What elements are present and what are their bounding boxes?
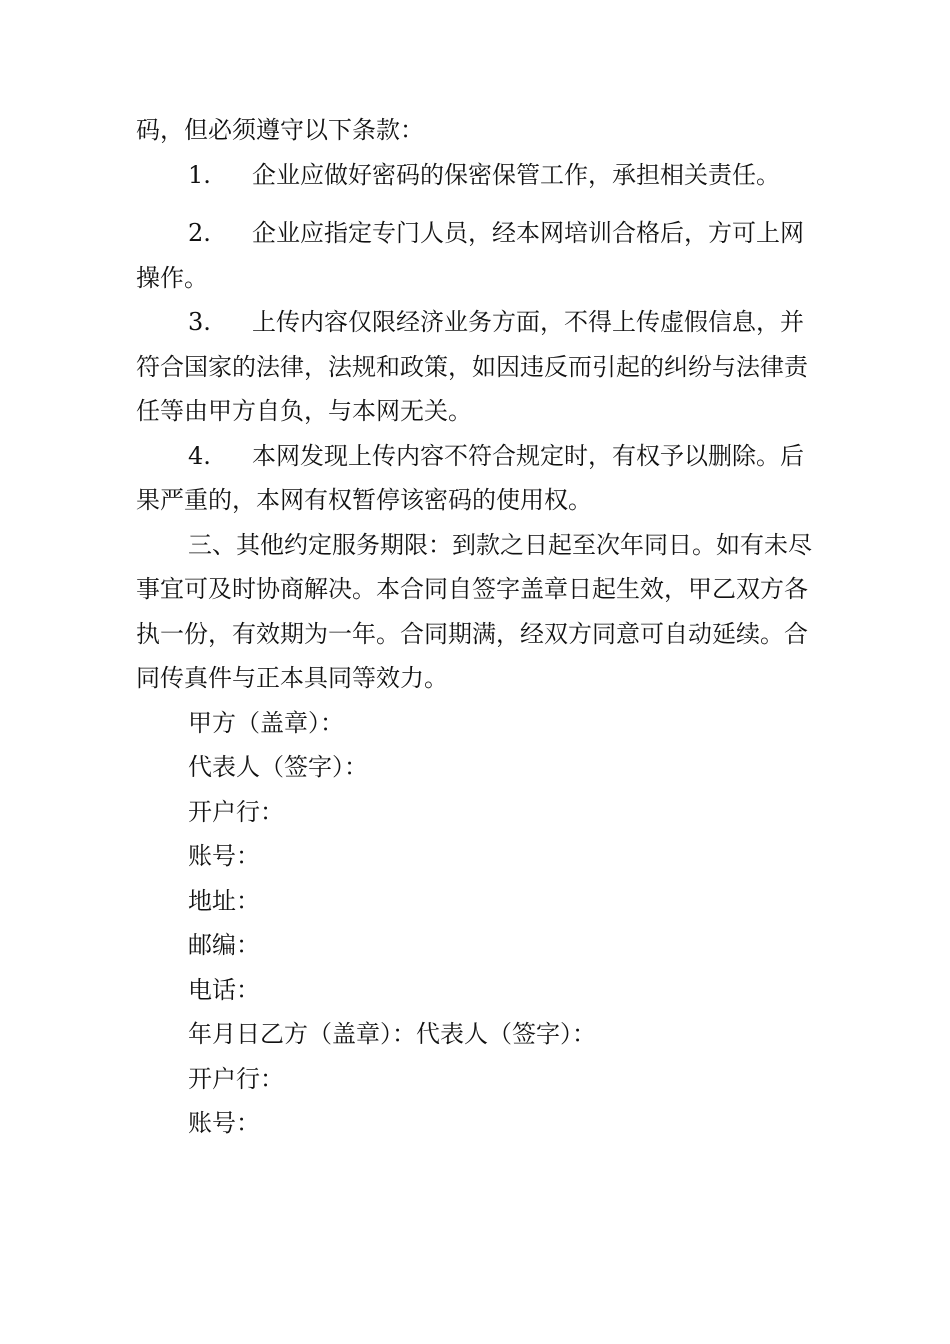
clause-number: 2. [188,219,211,247]
clause-text: 企业应指定专门人员，经本网培训合格后，方可上网操作。 [136,219,804,292]
clause-number: 3. [188,308,211,336]
clause-1 [136,153,826,198]
phone-field: 电话： [188,975,260,1004]
clause-2 [136,211,826,300]
postcode-field: 邮编： [188,931,260,959]
opening-line: 码，但必须遵守以下条款： [136,116,424,144]
paragraph-gap [136,197,826,211]
clause-number: 1. [188,160,211,189]
representative-signature-field: 代表人（签字）： [188,753,368,781]
bank-field: 开户行： [188,797,284,826]
clause-text: 企业应做好密码的保密保管工作，承担相关责任。 [252,160,780,189]
address-field: 地址： [188,886,260,915]
clause-4 [136,434,826,523]
clause-3 [136,300,826,434]
document-body [136,108,826,1146]
clause-text: 上传内容仅限经济业务方面，不得上传虚假信息，并符合国家的法律，法规和政策，如因违反而引起的纠纷与法律责任等由甲方自负，与本网无关。 [136,308,808,425]
account-field: 账号： [188,842,260,870]
clause-number: 4. [188,441,211,470]
party-b-bank-field: 开户行： [188,1064,284,1093]
party-a-seal-field: 甲方（盖章）： [188,708,344,737]
clause-text: 本网发现上传内容不符合规定时，有权予以删除。后果严重的，本网有权暂停该密码的使用权。 [136,441,804,514]
party-b-account-field: 账号： [188,1109,260,1137]
section-three: 三、其他约定服务期限：到款之日起至次年同日。如有未尽事宜可及时协商解决。本合同自签字盖章日起生效，甲乙双方各执一份，有效期为一年。合同期满，经双方同意可自动延续。合同传真件与正本具同等效力。 [136,530,812,692]
date-party-b-field: 年月日乙方（盖章）：代表人（签字）： [188,1020,596,1048]
